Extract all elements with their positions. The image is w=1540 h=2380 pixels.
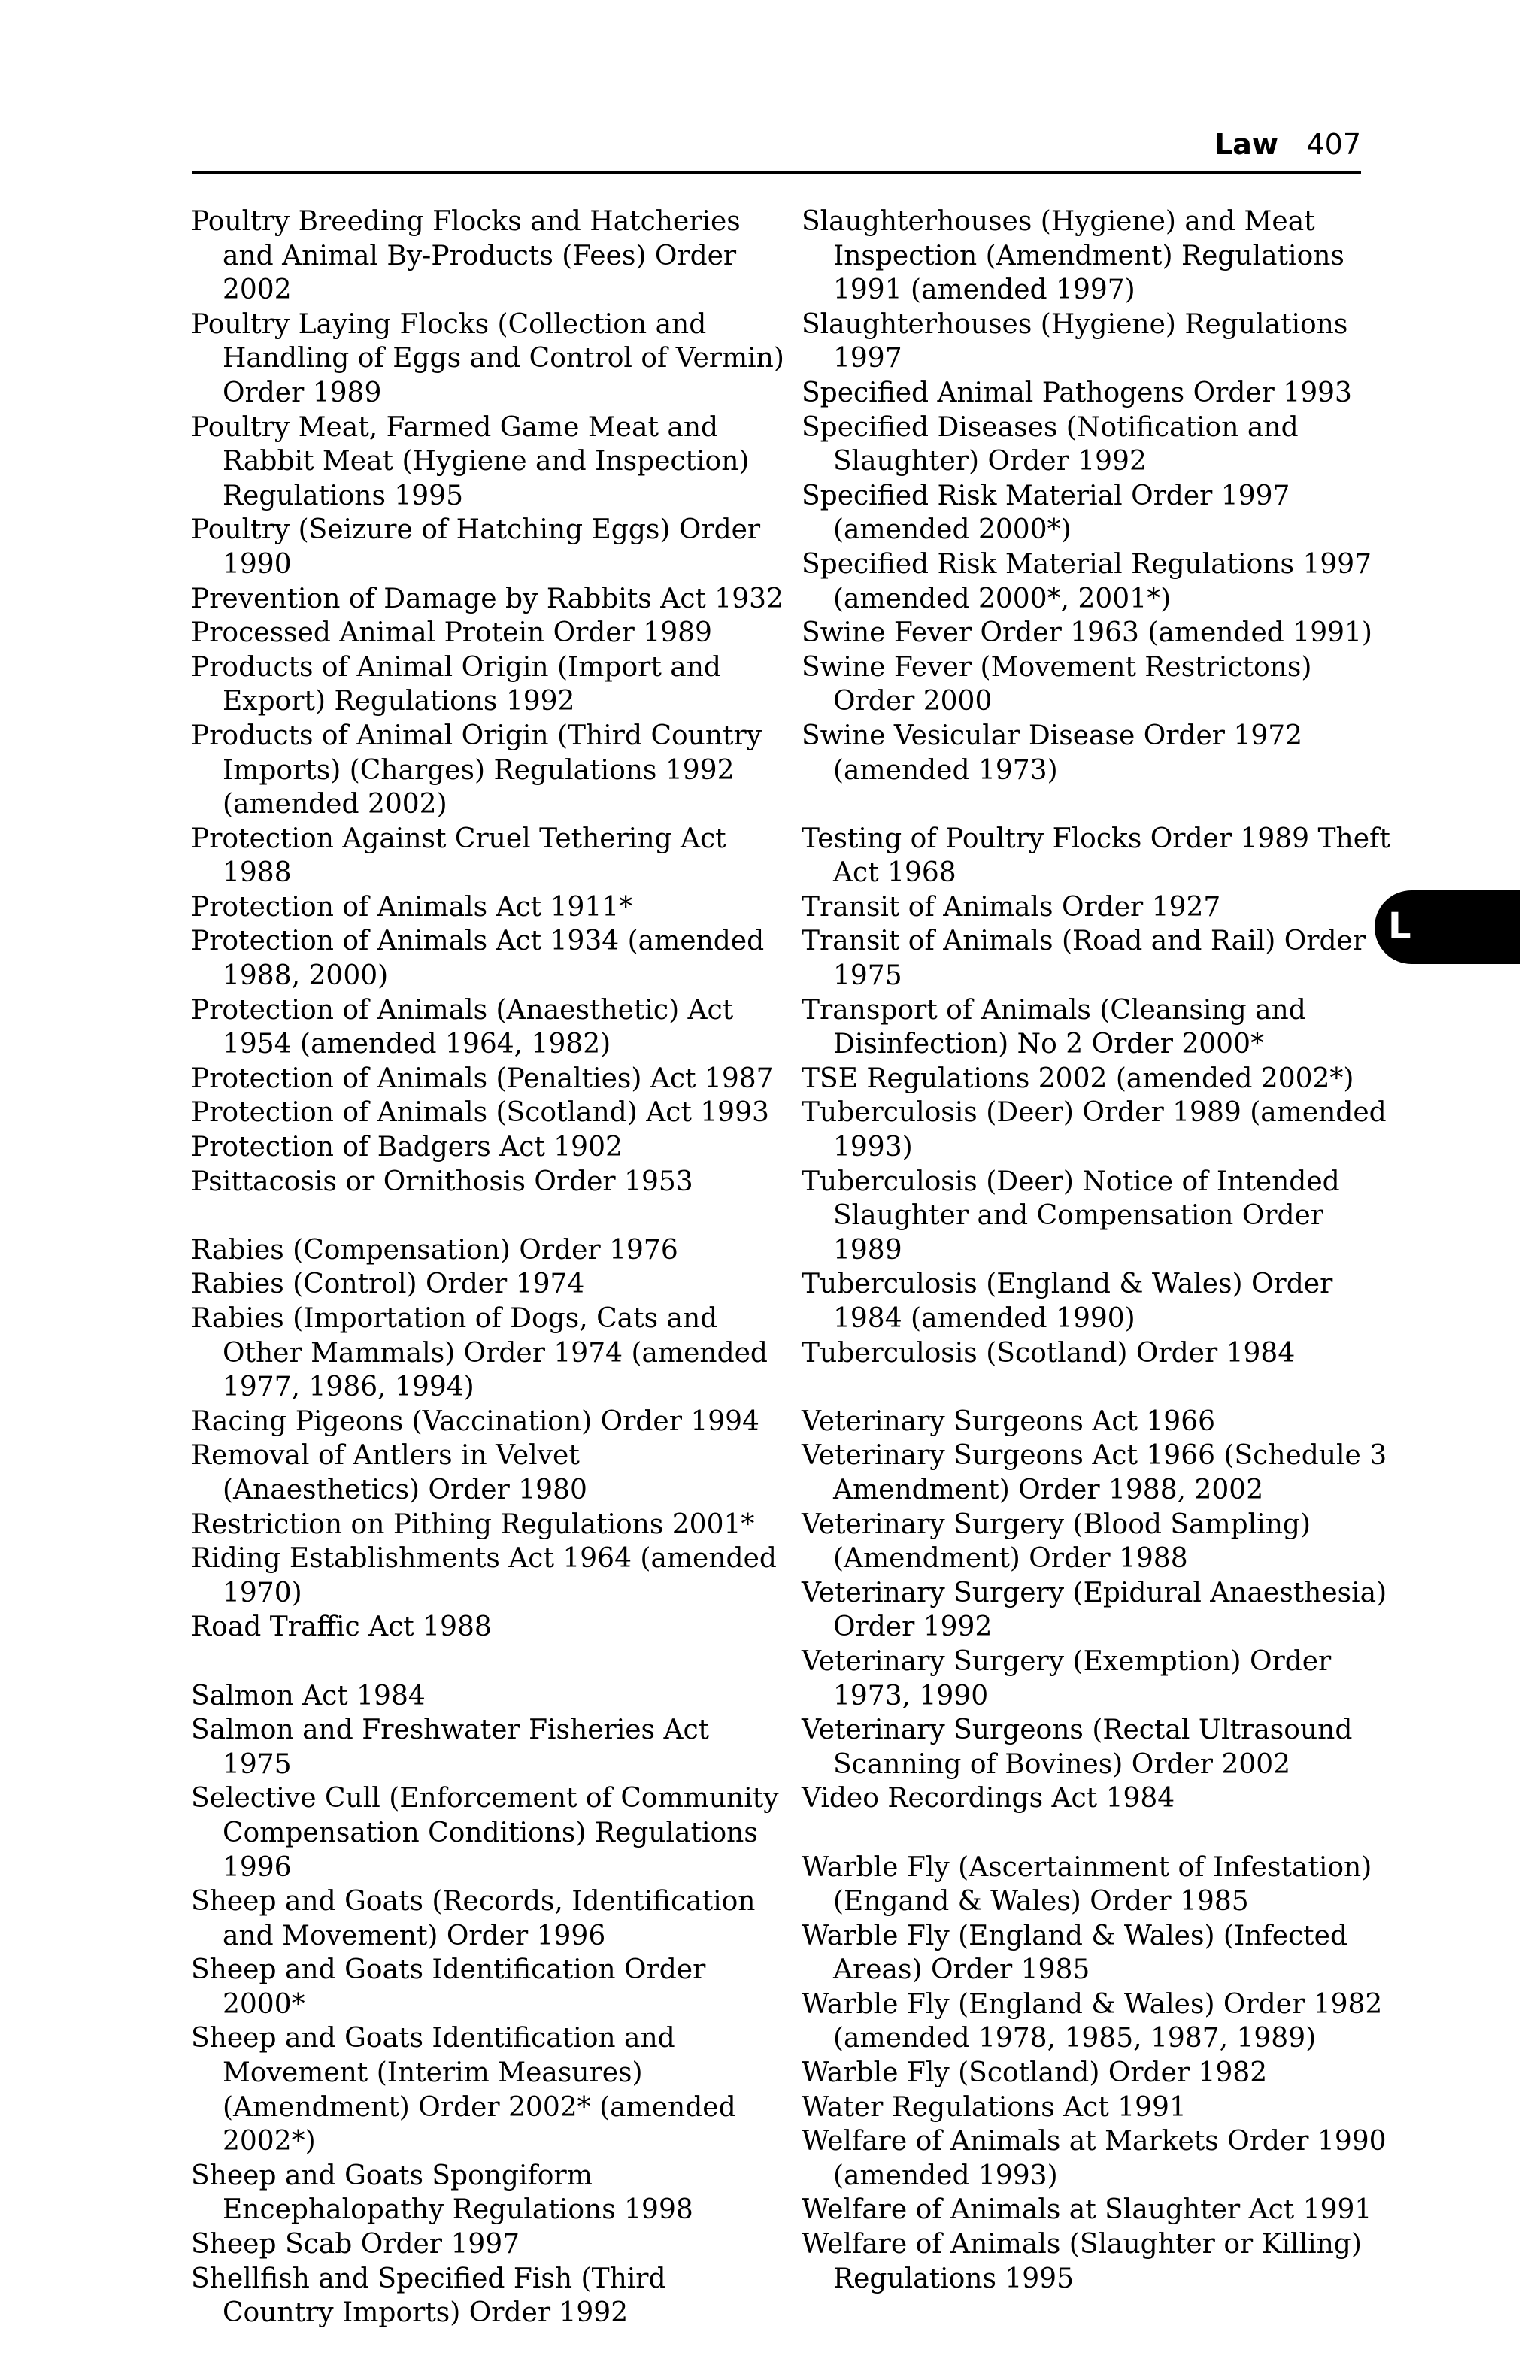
legislation-entry: Protection of Animals (Scotland) Act 1993 bbox=[191, 1097, 769, 1129]
legislation-entry: Poultry Meat, Farmed Game Meat and Rabbit Meat (Hygiene and Inspection) Regulations 1995 bbox=[191, 411, 750, 511]
legislation-entry: Tuberculosis (Deer) Notice of Intended Slaughter and Compensation Order 1989 bbox=[802, 1166, 1340, 1266]
legislation-entry: Prevention of Damage by Rabbits Act 1932 bbox=[191, 583, 784, 614]
legislation-entry: Veterinary Surgeons Act 1966 (Schedule 3 Amendment) Order 1988, 2002 bbox=[802, 1440, 1387, 1505]
legislation-entry: Sheep and Goats Identification Order 2000* bbox=[191, 1954, 706, 2020]
legislation-entry: Specified Risk Material Order 1997 (amended 2000*) bbox=[802, 480, 1290, 546]
legislation-entry: Poultry (Seizure of Hatching Eggs) Order 1990 bbox=[191, 514, 761, 580]
legislation-entry: Swine Fever (Movement Restrictons) Order 2000 bbox=[802, 651, 1312, 717]
legislation-entry: Slaughterhouses (Hygiene) Regulations 1997 bbox=[802, 308, 1348, 374]
legislation-entry: Transit of Animals Order 1927 bbox=[802, 891, 1221, 923]
legislation-entry: Welfare of Animals at Markets Order 1990 (amended 1993) bbox=[802, 2126, 1387, 2191]
legislation-entry: Protection of Badgers Act 1902 bbox=[191, 1132, 623, 1163]
legislation-entry: Veterinary Surgeons (Rectal Ultrasound Scanning of Bovines) Order 2002 bbox=[802, 1715, 1353, 1780]
legislation-entry: Tuberculosis (England & Wales) Order 1984 (amended 1990) bbox=[802, 1269, 1333, 1334]
legislation-entry: Protection of Animals (Penalties) Act 1987 bbox=[191, 1063, 774, 1094]
legislation-entry: Specified Animal Pathogens Order 1993 bbox=[802, 377, 1352, 408]
legislation-entry: Protection of Animals (Anaesthetic) Act 1954 (amended 1964, 1982) bbox=[191, 994, 734, 1060]
legislation-entry: Video Recordings Act 1984 bbox=[802, 1783, 1175, 1815]
legislation-entry: Shellfish and Specified Fish (Third Country Imports) Order 1992 bbox=[191, 2263, 666, 2329]
legislation-entry: Transport of Animals (Cleansing and Disinfection) No 2 Order 2000* bbox=[802, 994, 1306, 1060]
legislation-entry: Swine Fever Order 1963 (amended 1991) bbox=[802, 617, 1372, 649]
thumb-tab-letter: L bbox=[1388, 905, 1411, 947]
legislation-entry: Salmon and Freshwater Fisheries Act 1975 bbox=[191, 1715, 710, 1780]
legislation-entry: Transit of Animals (Road and Rail) Order 1975 bbox=[802, 926, 1366, 992]
legislation-entry: Tuberculosis (Deer) Order 1989 (amended 1993) bbox=[802, 1097, 1387, 1163]
legislation-entry: Warble Fly (England & Wales) (Infected Areas) Order 1985 bbox=[802, 1920, 1348, 1986]
legislation-entry: Protection of Animals Act 1934 (amended 1988, 2000) bbox=[191, 926, 765, 992]
legislation-entry: Protection Against Cruel Tethering Act 1988 bbox=[191, 823, 726, 889]
legislation-entry: Road Traffic Act 1988 bbox=[191, 1611, 492, 1643]
section-title: Law bbox=[1214, 128, 1278, 161]
thumb-index-tab bbox=[1375, 890, 1520, 964]
section-gap bbox=[802, 1370, 1396, 1405]
section-gap bbox=[191, 1199, 785, 1233]
legislation-entry: Specified Diseases (Notification and Slaughter) Order 1992 bbox=[802, 411, 1299, 478]
legislation-entry: Racing Pigeons (Vaccination) Order 1994 bbox=[191, 1405, 759, 1437]
legislation-entry: Water Regulations Act 1991 bbox=[802, 2091, 1187, 2123]
legislation-entry: Warble Fly (England & Wales) Order 1982 (amended 1978, 1985, 1987, 1989) bbox=[802, 1988, 1383, 2054]
legislation-entry: Slaughterhouses (Hygiene) and Meat Inspection (Amendment) Regulations 1991 (amended 1997) bbox=[802, 206, 1344, 306]
legislation-entry: Removal of Antlers in Velvet (Anaesthetics) Order 1980 bbox=[191, 1440, 587, 1505]
legislation-entry: Rabies (Importation of Dogs, Cats and Other Mammals) Order 1974 (amended 1977, 1986, 1994) bbox=[191, 1303, 768, 1403]
section-gap bbox=[802, 1816, 1396, 1851]
legislation-entry: Welfare of Animals at Slaughter Act 1991 bbox=[802, 2194, 1372, 2226]
legislation-entry: Processed Animal Protein Order 1989 bbox=[191, 617, 712, 649]
legislation-entry: Products of Animal Origin (Third Country Imports) (Charges) Regulations 1992 (amended 2002) bbox=[191, 720, 762, 820]
right-column bbox=[802, 205, 1396, 2296]
legislation-entry: Psittacosis or Ornithosis Order 1953 bbox=[191, 1166, 693, 1197]
legislation-entry: Poultry Breeding Flocks and Hatcheries and Animal By-Products (Fees) Order 2002 bbox=[191, 206, 741, 306]
legislation-entry: Veterinary Surgeons Act 1966 bbox=[802, 1405, 1216, 1437]
legislation-entry: Veterinary Surgery (Blood Sampling) (Amendment) Order 1988 bbox=[802, 1508, 1311, 1575]
legislation-entry: Tuberculosis (Scotland) Order 1984 bbox=[802, 1337, 1296, 1369]
page-number: 407 bbox=[1306, 128, 1361, 161]
legislation-entry: Swine Vesicular Disease Order 1972 (amended 1973) bbox=[802, 720, 1303, 786]
legislation-entry: Sheep and Goats Spongiform Encephalopathy Regulations 1998 bbox=[191, 2160, 693, 2226]
legislation-entry: Selective Cull (Enforcement of Community Compensation Conditions) Regulations 1996 bbox=[191, 1783, 779, 1883]
legislation-entry: Testing of Poultry Flocks Order 1989 Theft Act 1968 bbox=[802, 823, 1390, 889]
legislation-entry: Warble Fly (Ascertainment of Infestation) (Engand & Wales) Order 1985 bbox=[802, 1851, 1372, 1918]
legislation-entry: Restriction on Pithing Regulations 2001* bbox=[191, 1508, 755, 1540]
legislation-entry: Products of Animal Origin (Import and Export) Regulations 1992 bbox=[191, 651, 721, 717]
legislation-entry: Rabies (Compensation) Order 1976 bbox=[191, 1234, 678, 1266]
legislation-entry: Riding Establishments Act 1964 (amended 1970) bbox=[191, 1543, 777, 1608]
section-gap bbox=[191, 1645, 785, 1679]
legislation-entry: Sheep Scab Order 1997 bbox=[191, 2229, 520, 2260]
left-column bbox=[191, 205, 785, 2330]
running-header bbox=[192, 126, 1361, 174]
legislation-entry: Salmon Act 1984 bbox=[191, 1680, 426, 1711]
legislation-entry: Warble Fly (Scotland) Order 1982 bbox=[802, 2057, 1268, 2089]
legislation-entry: TSE Regulations 2002 (amended 2002*) bbox=[802, 1063, 1354, 1094]
legislation-entry: Welfare of Animals (Slaughter or Killing) Regulations 1995 bbox=[802, 2229, 1362, 2294]
legislation-entry: Specified Risk Material Regulations 1997 (amended 2000*, 2001*) bbox=[802, 548, 1372, 614]
legislation-entry: Veterinary Surgery (Exemption) Order 1973, 1990 bbox=[802, 1645, 1332, 1711]
legislation-entry: Veterinary Surgery (Epidural Anaesthesia) Order 1992 bbox=[802, 1577, 1387, 1643]
legislation-entry: Poultry Laying Flocks (Collection and Handling of Eggs and Control of Vermin) Order 1989 bbox=[191, 308, 784, 408]
section-gap bbox=[802, 787, 1396, 822]
legislation-entry: Protection of Animals Act 1911* bbox=[191, 891, 633, 923]
legislation-entry: Sheep and Goats (Records, Identification and Movement) Order 1996 bbox=[191, 1886, 756, 1951]
legislation-entry: Rabies (Control) Order 1974 bbox=[191, 1269, 585, 1300]
legislation-entry: Sheep and Goats Identification and Movement (Interim Measures) (Amendment) Order 2002* (amended 2002*) bbox=[191, 2023, 736, 2157]
